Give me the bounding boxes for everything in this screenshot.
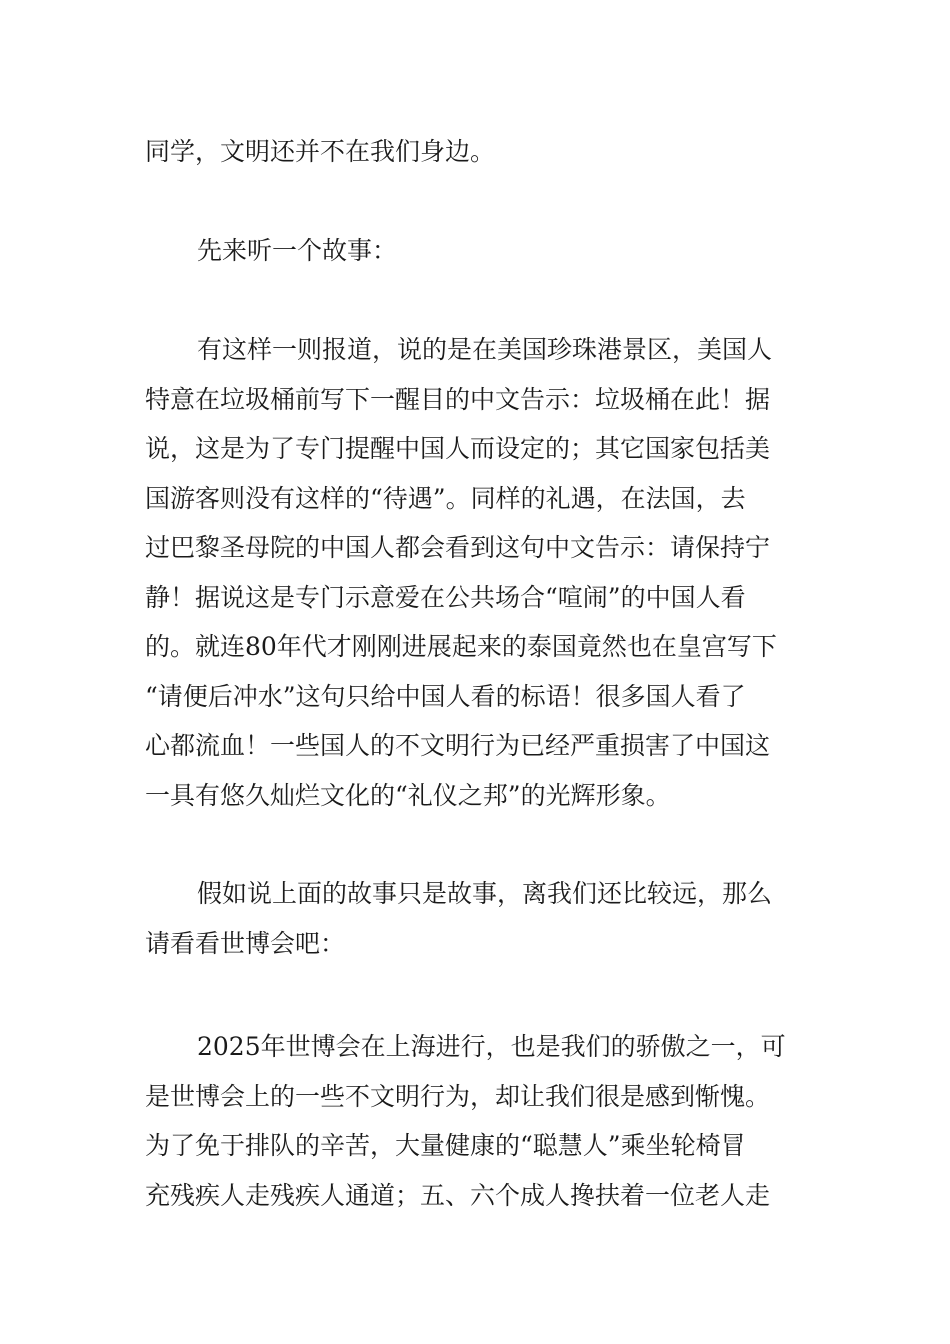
text-line: 为了免于排队的辛苦，大量健康的“聪慧人”乘坐轮椅冒 xyxy=(145,1131,746,1160)
text-line: 充残疾人走残疾人通道；五、六个成人搀扶着一位老人走 xyxy=(145,1180,771,1210)
text-line: 2025年世博会在上海进行，也是我们的骄傲之一，可 xyxy=(197,1032,786,1061)
text-line: 请看看世博会吧： xyxy=(145,928,346,958)
text-line: 静！据说这是专门示意爱在公共场合“喧闹”的中国人看 xyxy=(145,582,746,612)
text-line: 一具有悠久灿烂文化的“礼仪之邦”的光辉形象。 xyxy=(145,780,671,810)
text-line: 同学，文明还并不在我们身边。 xyxy=(145,137,496,166)
paragraph-expo-intro xyxy=(145,869,815,968)
text-line: 国游客则没有这样的“待遇”。同样的礼遇，在法国，去 xyxy=(145,483,746,513)
text-line: 有这样一则报道，说的是在美国珍珠港景区，美国人 xyxy=(197,335,773,364)
text-line: 特意在垃圾桶前写下一醒目的中文告示：垃圾桶在此！据 xyxy=(145,384,771,414)
text-line: 心都流血！一些国人的不文明行为已经严重损害了中国这 xyxy=(145,731,771,760)
paragraph-story-intro xyxy=(145,226,815,276)
text-line: 是世博会上的一些不文明行为，却让我们很是感到惭愧。 xyxy=(145,1081,771,1111)
text-line: 假如说上面的故事只是故事，离我们还比较远，那么 xyxy=(197,879,773,908)
text-line: 先来听一个故事： xyxy=(197,236,398,265)
text-line: 说，这是为了专门提醒中国人而设定的；其它国家包括美 xyxy=(145,434,771,463)
text-line: 过巴黎圣母院的中国人都会看到这句中文告示：请保持宁 xyxy=(145,533,771,562)
text-line: 的。就连80年代才刚刚进展起来的泰国竟然也在皇宫写下 xyxy=(145,632,777,661)
paragraph-expo xyxy=(145,1022,815,1220)
paragraph-story xyxy=(145,325,815,820)
paragraph-continuation xyxy=(145,127,815,177)
text-line: “请便后冲水”这句只给中国人看的标语！很多国人看了 xyxy=(145,681,746,711)
